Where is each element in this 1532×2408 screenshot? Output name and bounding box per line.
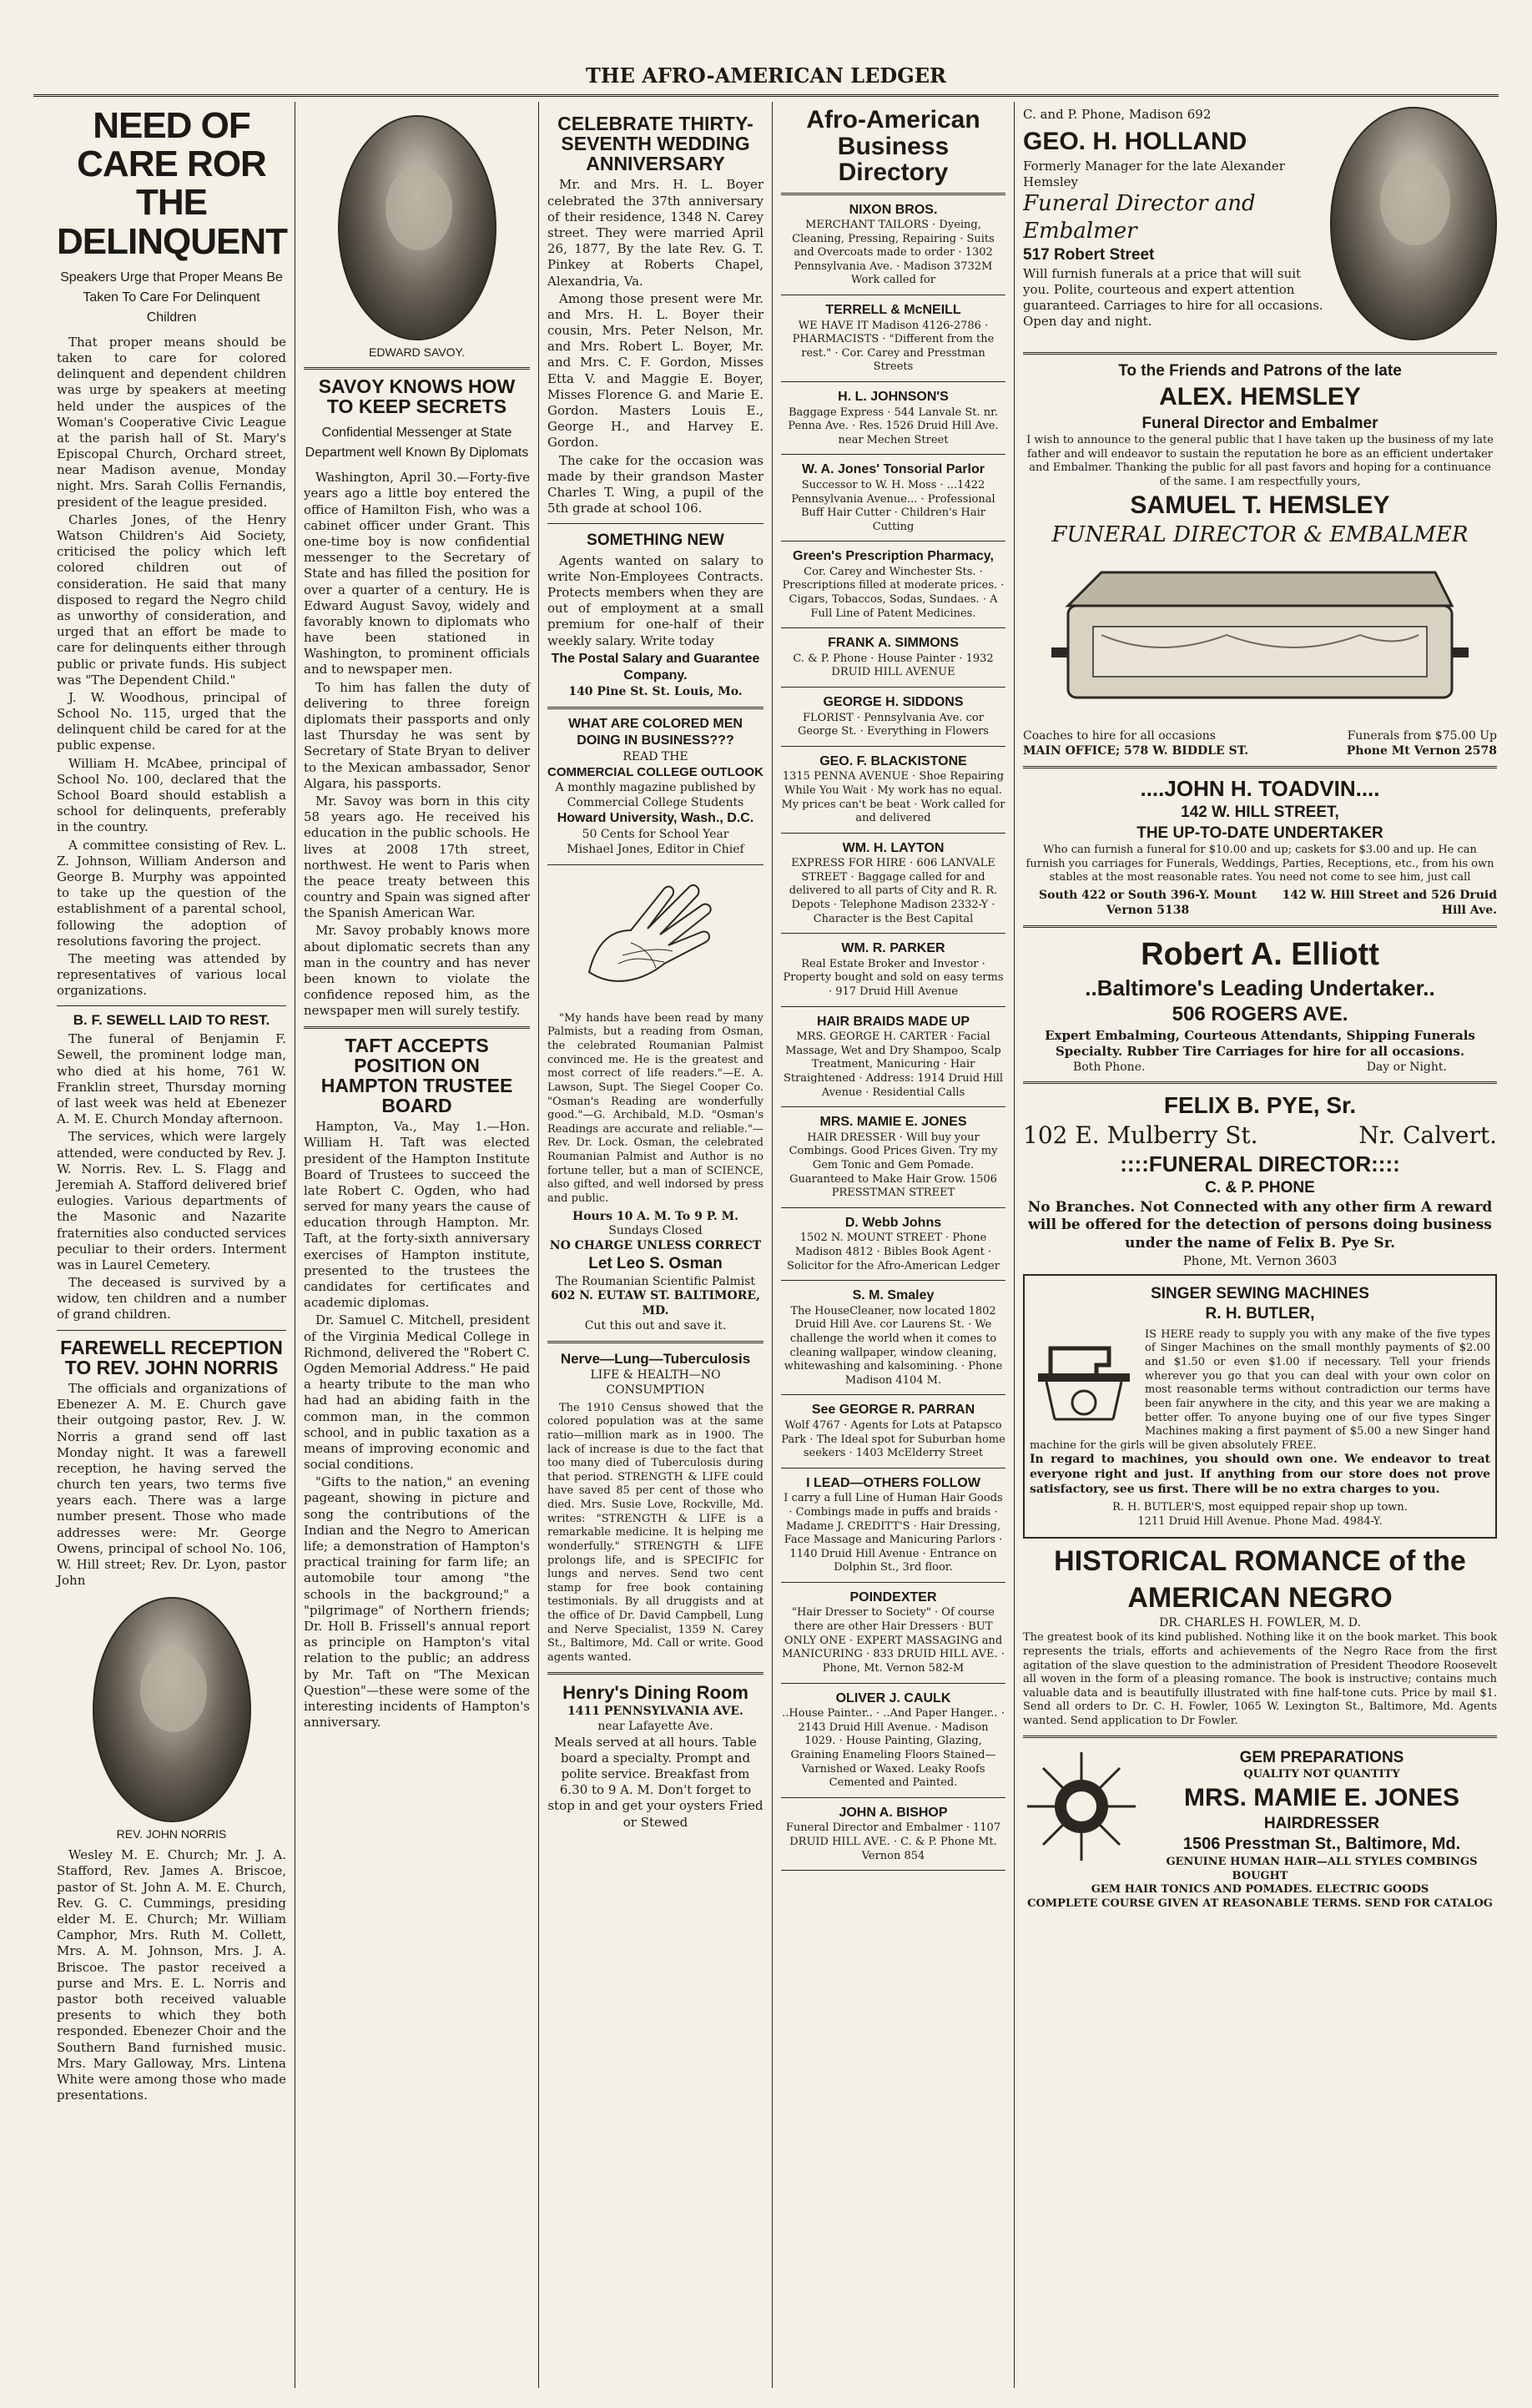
directory-entry-name: See GEORGE R. PARRAN [811,1403,975,1418]
phone-mt: Phone Mt Vernon 2578 [1346,744,1497,758]
paragraph: J. W. Woodhous, principal of School No. 115, urged that the delinquent child be cared for at the public expense. [57,689,286,753]
masthead: THE AFRO-AMERICAN LEDGER [33,63,1499,97]
directory-entry-details: WE HAVE IT Madison 4126-2786 · PHARMACISTS · "Different from the rest." · Cor. Carey and Presstman Streets [792,319,995,374]
ad-cut: Cut this out and save it. [584,1319,727,1333]
deck-delinquent: Speakers Urge that Proper Means Be Taken To Care For Delinquent Children [60,270,283,325]
directory-entry [781,461,1005,534]
ad-day-night: Day or Night. [1366,1060,1447,1074]
directory-entry-details: Successor to W. H. Moss · ...1422 Pennsylvania Avenue... · Professional Buff Hair Cutter · Children's Hair Cutting [791,478,995,533]
directory-entry-name: GEO. F. BLACKISTONE [819,753,967,768]
divider [781,687,1005,688]
divider [304,1026,530,1029]
divider [57,1005,286,1006]
directory-entry-name: WM. H. LAYTON [842,840,945,855]
divider [1023,766,1497,768]
portrait-savoy [338,115,496,340]
ad-title: GEM PREPARATIONS [1239,1748,1404,1766]
divider [781,454,1005,455]
directory-entry [781,1402,1005,1460]
ad-subtitle: LIFE & HEALTH—NO CONSUMPTION [590,1368,721,1397]
ad-read: READ THE [622,749,688,763]
ad-name: R. H. BUTLER, [1205,1305,1315,1323]
directory-entry-details: ..House Painter.. · ..And Paper Hanger.. · 2143 Druid Hill Avenue. · Madison 1029. · House Painting, Glazing, Graining Enameling Floors Stained—Varnished or Waxed. Leaky Roofs Cemented and Painted. [782,1707,1005,1790]
headline-anniversary: CELEBRATE THIRTY-SEVENTH WEDDING ANNIVERSARY [557,113,753,175]
ad-mt: Phone, Mt. Vernon 3603 [1182,1252,1338,1268]
ad-holland [1023,107,1497,345]
ad-samuel-name: SAMUEL T. HEMSLEY [1130,491,1390,519]
ad-near: near Lafayette Ave. [597,1719,713,1733]
ad-line-2: GEM HAIR TONICS AND POMADES. ELECTRIC GOODS [1091,1883,1429,1897]
directory-entry-name: I LEAD—OTHERS FOLLOW [806,1475,980,1490]
ad-name: MRS. MAMIE E. JONES [1183,1783,1460,1811]
ad-former: Formerly Manager for the late Alexander Hemsley [1023,158,1285,189]
divider [547,1672,763,1675]
sewing-machine-illustration [1030,1332,1138,1423]
divider [1023,352,1497,355]
divider [781,1106,1005,1107]
ad-name: FELIX B. PYE, Sr. [1163,1092,1357,1119]
ad-shop: R. H. BUTLER'S, most equipped repair shop up town. [1112,1501,1408,1514]
paragraph: The officials and organizations of Ebenezer A. M. E. Church gave their outgoing pastor, Rev. J. W. Norris a grand send off last Monday night. It was a farewell reception, he having served the church ten years, two terms five years each. There was a large number present. Those who made addresses were: Mr. George Owens, principal of school No. 106, W. Hill street; Rev. Dr. Lyon, pastor John [57,1380,286,1589]
column-2 [295,102,539,2388]
divider [304,367,530,370]
directory-entry [781,1805,1005,1863]
paragraph: Mr. and Mrs. H. L. Boyer celebrated the 37th anniversary of their residence, 1348 N. Carey street. They were married April 26, 1877, By the late Rev. G. T. Pinkey at Roberts Chapel, Alexandria, Va. [547,177,763,289]
deck-savoy: Confidential Messenger at State Department well Known By Diplomats [305,426,529,461]
ad-address-near: Nr. Calvert. [1358,1121,1497,1150]
ad-tuberculosis [547,1350,763,1398]
ad-name: Robert A. Elliott [1141,936,1379,972]
paragraph: The deceased is survived by a widow, ten children and a number of grand children. [57,1275,286,1322]
divider [57,1330,286,1331]
ad-body: I wish to announce to the general public that I have taken up the business of my late father and will endeavor to sustain the reputation he bore as an efficient undertaker and Embalmer. Thanking the public for all past favors and hoping for a continuance of the same. I am respectfully yours, [1026,434,1494,488]
directory-entry-name: Green's Prescription Pharmacy, [793,549,994,564]
directory-entry-name: POINDEXTER [849,1590,937,1604]
ad-samuel-title: FUNERAL DIRECTOR & EMBALMER [1051,521,1469,547]
directory-entry-details: Real Estate Broker and Investor · Property bought and sold on easy terms · 917 Druid Hill Avenue [783,957,1004,999]
directory-entry-details: C. & P. Phone · House Painter · 1932 DRUID HILL AVENUE [793,652,994,679]
ad-place: Howard University, Wash., D.C. [557,811,754,826]
directory-entry [781,753,1005,826]
paragraph: The funeral of Benjamin F. Sewell, the prominent lodge man, who died at his home, 761 W. Franklin street, Thursday morning of last week was held at Ebenezer A. M. E. Church Monday afternoon. [57,1031,286,1127]
paragraph: Charles Jones, of the Henry Watson Children's Aid Society, criticised the policy which left colored children out of consideration. He said that many disposed to regard the Negro child as unworthy of consideration, and urged that an effort be made to care for delinquents either through public or private funds. His subject was "The Dependent Child." [57,511,286,688]
divider [781,1582,1005,1583]
paragraph: Hampton, Va., May 1.—Hon. William H. Taft was elected president of the Hampton Institute Board of Trustees to succeed the late Robert C. Ogden, who had served for many years the cause of education through Hampton. Mr. Taft, at the forty-sixth anniversary exercises of Hampton institute, presented to the trustees the candidates for certificates and academic diplomas. [304,1119,530,1311]
divider [781,933,1005,934]
ad-address: 1411 PENNSYLVANIA AVE. [567,1704,743,1718]
divider [781,1006,1005,1007]
paragraph: To him has fallen the duty of delivering to three foreign diplomats their passports and only last Thursday he was sent by Secretary of State Bryan to deliver to the Mexican ambassador, Senor Algara, his passports. [304,679,530,791]
paragraph: Among those present were Mr. and Mrs. H. L. Boyer their cousin, Mrs. Peter Nelson, Mr. and Mrs. Robert L. Boyer, Mr. and Mrs. C. F. Gordon, Misses Etta V. and Maggie E. Boyer, Misses Florence G. and Marie E. Gordon. Masters Louis E., George H., and Harvey E. Gordon. [547,290,763,451]
headline-sewell: B. F. SEWELL LAID TO REST. [73,1012,270,1029]
ad-body: The greatest book of its kind published. Nothing like it on the book market. This book represents the trials, efforts and achievements of the Negro Race from the first agitation of the slave question to the administration of President Theodore Roosevelt all woven in the form of a pleasing romance. The book is instructive; contains much valuable data and is beautifully illustrated with fine half-tone cuts. Price by mail $1. Send all orders to Dr. C. H. Fowler, 1065 W. Lexington St., Baltimore, Md. Agents wanted. Send application to Dr Fowler. [1023,1631,1497,1728]
headline-savoy: SAVOY KNOWS HOW TO KEEP SECRETS [318,375,516,418]
directory-entry [781,940,1005,999]
divider [547,864,763,865]
main-office: MAIN OFFICE; 578 W. BIDDLE ST. [1023,744,1249,758]
directory-entry [781,1589,1005,1676]
ad-address: 1211 Druid Hill Avenue. Phone Mad. 4984-Y. [1137,1514,1383,1528]
ad-role: HAIRDRESSER [1263,1814,1380,1832]
directory-entry-details: The HouseCleaner, now located 1802 Druid Hill Ave. cor Laurens St. · We challenge the world when it comes to cleaning wallpaper, window cleaning, whitewashing and kalsomining. · Phone Madison 4104 M. [784,1304,1003,1387]
headline-taft: TAFT ACCEPTS POSITION ON HAMPTON TRUSTEE BOARD [320,1034,513,1116]
paragraph: A committee consisting of Rev. L. Z. Johnson, William Anderson and George B. Murphy was appointed to take up the question of the establishment of a parental school, following the adoption of resolutions favoring the project. [57,837,286,949]
divider [781,1797,1005,1798]
divider [547,707,763,709]
ad-nocharge: NO CHARGE UNLESS CORRECT [549,1239,762,1253]
directory-entry [781,1014,1005,1101]
directory-entry-details: FLORIST · Pennsylvania Ave. cor George St. · Everything in Flowers [798,711,989,738]
directory-entry-name: FRANK A. SIMMONS [828,636,959,651]
divider [781,1207,1005,1208]
ad-address: 602 N. EUTAW ST. BALTIMORE, MD. [551,1289,760,1318]
ad-gem [1023,1745,1497,1915]
paragraph: Mr. Savoy was born in this city 58 years ago. He received his education in the public schools. He lives at 2008 17th street, northwest. He went to Paris when the peace treaty between this country and Spain was signed after the Spanish American War. [304,793,530,921]
ad-body: Will furnish funerals at a price that will suit you. Polite, courteous and expert attention guaranteed. Carriages to hire for all occasions. Open day and night. [1023,265,1323,330]
directory-entry-name: H. L. JOHNSON'S [838,390,949,405]
ad-osman-body: "My hands have been read by many Palmists, but a reading from Osman, the celebrated Roumanian Palmist convinced me. He is the greatest and most correct of life readers."—E. A. Lawson, Supt. The Siegel Cooper Co. "Osman's Reading are wonderfully good."—G. Archibald, M.D. "Osman's Readings are accurate and reliable."—Rev. Dr. Lock. Osman, the celebrated Roumanian Palmist and Author is no fortune teller, but a man of SCIENCE, also gifted, and well indorsed by press and public. [547,1011,763,1205]
paragraph: That proper means should be taken to care for colored delinquent and dependent children was urge by speakers at meeting held under the auspices of the Woman's Cooperative Civic League at the parish hall of St. Mary's Episcopal Church, Orchard street, near Madison avenue, Monday night. Mrs. Sarah Collis Fernandis, president of the league presided. [57,334,286,510]
ad-line-1: GENUINE HUMAN HAIR—ALL STYLES COMBINGS BOUGHT [1166,1855,1478,1882]
ad-title: ::::FUNERAL DIRECTOR:::: [1120,1151,1400,1177]
directory-entry-name: OLIVER J. CAULK [835,1690,951,1705]
divider [547,523,763,524]
directory-entry-details: HAIR DRESSER · Will buy your Combings. Good Prices Given. Try my Gem Tonic and Gem Pomade. Guaranteed to Make Hair Grow. 1506 PRESSTMAN STREET [789,1131,998,1200]
portrait-holland [1330,107,1497,340]
ad-title: Henry's Dining Room [562,1681,748,1703]
ad-address: 140 Pine St. St. Louis, Mo. [568,684,743,698]
divider [1023,1735,1497,1738]
directory-entry-name: W. A. Jones' Tonsorial Parlor [802,462,985,477]
directory-entry-name: TERRELL & McNEILL [825,303,961,318]
ad-both-phone: Both Phone. [1073,1060,1146,1074]
ad-hours: Hours 10 A. M. To 9 P. M. [572,1209,739,1223]
ad-quality: QUALITY NOT QUANTITY [1243,1767,1400,1781]
directory-entry [781,635,1005,680]
ad-address: 102 E. Mulberry St. [1023,1121,1258,1150]
caption-savoy: EDWARD SAVOY. [369,345,465,359]
ad-commercial-college [547,716,763,858]
directory-entry-name: WM. R. PARKER [841,941,945,956]
ad-title: SOMETHING NEW [587,531,724,550]
divider [547,1341,763,1343]
ad-postal-salary [547,531,763,699]
ad-addresses: 142 W. Hill Street and 526 Druid Hill Ave. [1282,888,1497,917]
directory-entry [781,840,1005,927]
paragraph: Wesley M. E. Church; Mr. J. A. Stafford, Rev. James A. Briscoe, pastor of St. John A. M. E. Church, Rev. G. C. Cummings, presiding elder M. E. Church; Mr. William Camphor, Mrs. Ruth M. Collett, Mrs. A. M. Johnson, Mrs. J. A. Briscoe. The pastor received a purse and Mrs. E. L. Norris and pastor both received valuable presents to which they both responded. Ebenezer Choir and the Southern Band furnished music. Mrs. Mary Galloway, Mrs. Lintena White were among those who made presentations. [57,1847,286,2103]
sunburst-emblem-icon [1023,1748,1140,1865]
portrait-norris [93,1597,251,1822]
ad-henrys-dining [547,1681,763,1831]
ad-editor: Mishael Jones, Editor in Chief [567,842,744,856]
directory-entry [781,548,1005,621]
divider [781,1870,1005,1871]
ad-address: 506 ROGERS AVE. [1172,1003,1348,1026]
ad-body: Expert Embalming, Courteous Attendants, Shipping Funerals Specialty. Rubber Tire Carriages for hire for all occasions. [1045,1028,1475,1060]
story-delinquent [57,335,286,1000]
directory-entry [781,202,1005,289]
ad-body: A monthly magazine published by Commercial College Students [555,780,756,809]
directory-entry-details: 1502 N. MOUNT STREET · Phone Madison 4812 · Bibles Book Agent · Solicitor for the Afro-American Ledger [787,1232,1000,1272]
paragraph: Washington, April 30.—Forty-five years ago a little boy entered the office of Hamilton Fish, who was a cabinet officer under Grant. This one-time boy is now confidential messenger to the Secretary of State and has filled the position for over a quarter of a century. He is Edward August Savoy, widely and favorably known to diplomats who have been stationed in Washington, to prominent officials and to newspaper men. [304,470,530,678]
hemsley-footer [1023,729,1497,759]
paragraph: The cake for the occasion was made by their grandson Master Charles T. Wing, a pupil of the 5th grade at school 106. [547,452,763,516]
divider [781,1394,1005,1395]
divider [781,746,1005,747]
directory-entry-details: "Hair Dresser to Society" · Of course there are other Hair Dressers · BUT ONLY ONE · EXPERT MASSAGING and MANICURING · 833 DRUID HILL AVE. · Phone, Mt. Vernon 582-M [782,1606,1005,1675]
divider [781,627,1005,628]
funerals-from: Funerals from $75.00 Up [1347,729,1497,743]
column-3 [539,102,773,2388]
paragraph: Mr. Savoy probably knows more about diplomatic secrets than any man in the country and has never been known to violate the confidence reposed him, as the newspaper men will surely testify. [304,923,530,1019]
ad-title: SINGER SEWING MACHINES [1151,1285,1369,1303]
ad-address: 142 W. HILL STREET, [1181,804,1339,822]
divider [781,1683,1005,1684]
divider [1023,1081,1497,1084]
divider [781,193,1005,195]
directory-entry-details: Baggage Express · 544 Lanvale St. nr. Penna Ave. · Res. 1526 Druid Hill Ave. near Mechen Street [788,406,999,446]
directory-entry-name: HAIR BRAIDS MADE UP [816,1014,970,1029]
ad-title: Funeral Director and Embalmer [1023,190,1256,244]
directory-entry [781,694,1005,739]
ad-body: No Branches. Not Connected with any other firm A reward will be offered for the detection of persons doing business under the name of Felix B. Pye Sr. [1027,1198,1493,1252]
directory-entry-details: Wolf 4767 · Agents for Lots at Patapsco Park · The Ideal spot for Suburban home seekers · 1403 McElderry Street [781,1418,1005,1460]
divider [1023,925,1497,928]
column-4 [773,102,1015,2388]
casket-illustration [1035,556,1485,723]
directory-entry [781,1690,1005,1791]
ad-phone: South 422 or South 396-Y. Mount Vernon 5138 [1039,888,1257,917]
directory-entry [781,302,1005,375]
business-directory [781,202,1005,1871]
ad-title: WHAT ARE COLORED MEN DOING IN BUSINESS??? [568,716,743,748]
ad-osman [547,1210,763,1335]
directory-entry-name: GEORGE H. SIDDONS [823,695,964,710]
headline-delinquent: NEED OF CARE ROR THE DELINQUENT [57,105,287,262]
ad-role: Funeral Director and Embalmer [1141,414,1378,432]
paragraph: The meeting was attended by representatives of various local organizations. [57,950,286,999]
ad-name: ....JOHN H. TOADVIN.... [1140,775,1380,801]
ad-phone: C. & P. PHONE [1205,1179,1315,1197]
ad-price: 50 Cents for School Year [582,827,729,841]
ad-address: 517 Robert Street [1023,246,1155,264]
ad-body: The 1910 Census showed that the colored population was at the same ratio—million mark as in 1900. The lack of increase is due to the fact that too many died of Tuberculosis during that period. STRENGTH & LIFE could have saved 85 per cent of those who died. Mrs. Susie Love, Rockville, Md. writes: "STRENGTH & LIFE is a remarkable medicine. It is helping me wonderfully." STRENGTH & LIFE prolongs life, and is SPECIFIC for lungs and nerves. Send two cent stamp for free book containing testimonials. By all druggists and at the office of Dr. David Campbell, Lung and Nerve Specialist, 1359 N. Carey St., Baltimore, Md. Call or write. Good agents wanted. [547,1401,763,1664]
ad-elliott [1023,934,1497,1076]
ad-singer [1023,1274,1497,1539]
directory-title: Afro-American Business Directory [806,106,980,186]
directory-entry-name: D. Webb Johns [844,1215,942,1230]
ad-hemsley [1023,361,1497,549]
ad-body: IS HERE ready to supply you with any make of the five types of Singer Machines on the small monthly payments of $2.00 and $1.50 or even $1.00 if necessary. Tell your friends wherever you go that you can deal with your own color on most reasonable terms without contradiction our terms have been fair anywhere in the city, and this year we are making a better offer. To anyone buying one of our five types Singer Machines making a first payment of $5.00 a new Singer hand machine for the girls will be given absolutely FREE. [1030,1327,1490,1452]
ad-address: 1506 Presstman St., Baltimore, Md. [1182,1835,1461,1854]
paragraph: Dr. Samuel C. Mitchell, president of the Virginia Medical College in Richmond, delivered the "Robert C. Ogden Memorial Address." He paid a hearty tribute to the man who had had an abiding faith in the common man, in the common school, and in public taxation as a means of improving economic and social conditions. [304,1312,530,1473]
ad-author: DR. CHARLES H. FOWLER, M. D. [1159,1616,1361,1630]
paragraph: The services, which were largely attended, were conducted by Rev. J. W. Norris. Rev. L. S. Flagg and Jeremiah A. Stafford delivered brief eulogies. Various departments of the Masonic and Nazarite fraternities also conducted services peculiar to their orders. Interment was in Laurel Cemetery. [57,1129,286,1272]
directory-entry-details: 1315 PENNA AVENUE · Shoe Repairing While You Wait · My work has no equal. My prices can't be beat · Work called for and delivered [781,770,1005,825]
divider [781,381,1005,382]
caption-norris: REV. JOHN NORRIS [116,1827,227,1841]
ad-name: GEO. H. HOLLAND [1023,128,1247,156]
ad-body: Meals served at all hours. Table board a specialty. Prompt and polite service. Breakfast from 6.30 to 9 A. M. Don't forget to stop in and get your oysters Fried or Stewed [547,1734,763,1830]
ad-body-2: In regard to machines, you should own one. We endeavor to treat everyone right and just. If anything from our store does not prove satisfactory, see us first. There will be no extra charges to you. [1030,1453,1490,1497]
paragraph: "Gifts to the nation," an evening pageant, showing in picture and song the contributions of the Indian and the Negro to American life; a demonstration of Hampton's practical training for farm life; an automobile tour among "the schools in the background;" a "pilgrimage" of Northern friends; Dr. Holl B. Frissell's annual report as principle on Hampton's vital relation to the public; an address by Mr. Taft on "The Mexican Question"—these were some of the interesting incidents of Hampton's anniversary. [304,1474,530,1730]
directory-entry-details: I carry a full Line of Human Hair Goods · Combings made in puffs and braids · Madame J. CREDITT'S · Hair Dressing, Face Massage and Manicuring Parlors · 1140 Druid Hill Avenue · Entrance on Dolphin St., 3rd floor. [784,1492,1003,1574]
ad-name: ALEX. HEMSLEY [1159,383,1361,411]
directory-entry-name: MRS. MAMIE E. JONES [819,1115,967,1130]
directory-entry-name: NIXON BROS. [849,202,938,217]
directory-entry [781,1475,1005,1575]
ad-toadvin [1023,775,1497,919]
ad-sundays: Sundays Closed [608,1224,703,1238]
paragraph: William H. McAbee, principal of School No. 100, declared that the School Board should establish a school for delinquents, preferably in the country. [57,755,286,835]
directory-entry-details: Cor. Carey and Winchester Sts. · Prescriptions filled at moderate prices. · Cigars, Tobaccos, Sodas, Sundaes. · A Full Line of Patent Medicines. [782,565,1005,620]
ad-publication: COMMERCIAL COLLEGE OUTLOOK [547,765,763,780]
divider [781,1280,1005,1281]
divider [781,833,1005,834]
ad-company: The Postal Salary and Guarantee Company. [551,651,760,683]
directory-entry-details: MRS. GEORGE H. CARTER · Facial Massage, Wet and Dry Shampoo, Scalp Treatment, Manicuring · Hair Straightened · Address: 1914 Druid Hill Avenue · Residential Calls [783,1030,1004,1099]
ad-top: To the Friends and Patrons of the late [1118,362,1402,380]
directory-entry-name: JOHN A. BISHOP [839,1805,948,1820]
ad-name: Let Leo S. Osman [588,1255,723,1273]
directory-entry [781,389,1005,447]
ad-historical-romance [1023,1544,1497,1728]
coaches: Coaches to hire for all occasions [1023,729,1216,743]
ad-body: Who can furnish a funeral for $10.00 and up; caskets for $3.00 and up. He can furnish you carriages for Funerals, Weddings, Parties, Receptions, etc., from his own stables at the most reasonable rates. You need not come to see him, just call [1026,843,1494,884]
directory-entry [781,1287,1005,1388]
ad-phone: C. and P. Phone, Madison 692 [1023,107,1212,122]
palm-hand-illustration [564,872,748,1005]
ad-title: ..Baltimore's Leading Undertaker.. [1085,975,1435,1001]
directory-entry-details: EXPRESS FOR HIRE · 606 LANVALE STREET · Baggage called for and delivered to all parts of City and R. R. Depots · Telephone Madison 2332-Y · Character is the Best Capital [789,857,998,925]
ad-title: Nerve—Lung—Tuberculosis [560,1351,751,1368]
directory-entry-details: Funeral Director and Embalmer · 1107 DRUID HILL AVE. · C. & P. Phone Mt. Vernon 854 [785,1821,1001,1862]
directory-entry [781,1215,1005,1273]
ad-pye [1023,1091,1497,1269]
directory-entry-details: MERCHANT TAILORS · Dyeing, Cleaning, Pressing, Repairing · Suits and Overcoats made to order · 1302 Pennsylvania Ave. · Madison 3732M Work called for [792,218,995,287]
ad-line-3: COMPLETE COURSE GIVEN AT REASONABLE TERMS. SEND FOR CATALOG [1027,1897,1493,1910]
divider [781,541,1005,542]
ad-subtitle: The Roumanian Scientific Palmist [555,1274,756,1288]
headline-norris: FAREWELL RECEPTION TO REV. JOHN NORRIS [60,1336,283,1378]
directory-entry [781,1114,1005,1201]
column-5 [1015,102,1505,2388]
directory-entry-name: S. M. Smaley [852,1288,935,1303]
ad-title: THE UP-TO-DATE UNDERTAKER [1136,824,1383,842]
column-1 [48,102,295,2388]
ad-title: HISTORICAL ROMANCE of the AMERICAN NEGRO [1054,1545,1466,1614]
ad-body: Agents wanted on salary to write Non-Employees Contracts. Protects members when they are out of employment at a small premium for one-half of their weekly salary. Write today [547,552,763,648]
